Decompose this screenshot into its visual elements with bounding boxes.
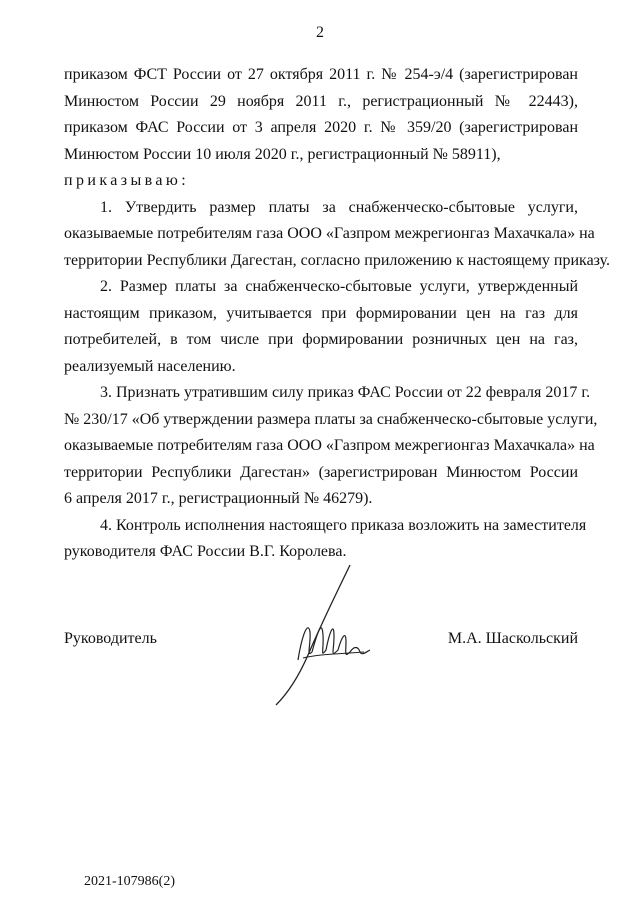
text-line: оказываемые потребителям газа ООО «Газпром межрегионгаз Махачкала» на [64,225,595,242]
text-line: приказом ФСТ России от 27 октября 2011 г. № 254-э/4 (зарегистрирован [64,66,578,83]
text-line: Минюстом России 29 ноября 2011 г., регистрационный № 22443), [64,92,578,110]
text-line: потребителей, в том числе при формировании розничных цен на газ, [64,331,578,348]
text-line: руководителя ФАС России В.Г. Королева. [64,543,347,560]
signatory-name: М.А. Шаскольский [447,630,578,647]
text-line: 3. Признать утратившим силу приказ ФАС России от 22 февраля 2017 г. [100,384,591,401]
text-line: Минюстом России 10 июля 2020 г., регистрационный № 58911), [64,145,501,163]
signatory-position: Руководитель [64,630,157,647]
text-line: 2. Размер платы за снабженческо-сбытовые услуги, утвержденный [100,278,578,295]
page-number: 2 [316,24,324,41]
text-line: 4. Контроль исполнения настоящего приказа возложить на заместителя [100,516,587,534]
text-line: 1. Утвердить размер платы за снабженческо-сбытовые услуги, [100,198,578,216]
document-code: 2021-107986(2) [84,874,175,889]
document-body [64,62,611,566]
text-line: настоящим приказом, учитывается при формировании цен на газ для [64,304,578,322]
decree-word: приказываю: [64,172,190,189]
text-line: оказываемые потребителям газа ООО «Газпром межрегионгаз Махачкала» на [64,437,595,454]
text-line: приказом ФАС России от 3 апреля 2020 г. № 359/20 (зарегистрирован [64,119,578,136]
handwritten-signature [268,560,378,710]
text-line: реализуемый населению. [64,357,236,375]
text-line: территории Республики Дагестан, согласно приложению к настоящему приказу. [64,251,611,269]
text-line: территории Республики Дагестан» (зарегистрирован Минюстом России [64,463,578,481]
text-line: № 230/17 «Об утверждении размера платы за снабженческо-сбытовые услуги, [64,410,598,428]
text-line: 6 апреля 2017 г., регистрационный № 46279). [64,490,373,507]
